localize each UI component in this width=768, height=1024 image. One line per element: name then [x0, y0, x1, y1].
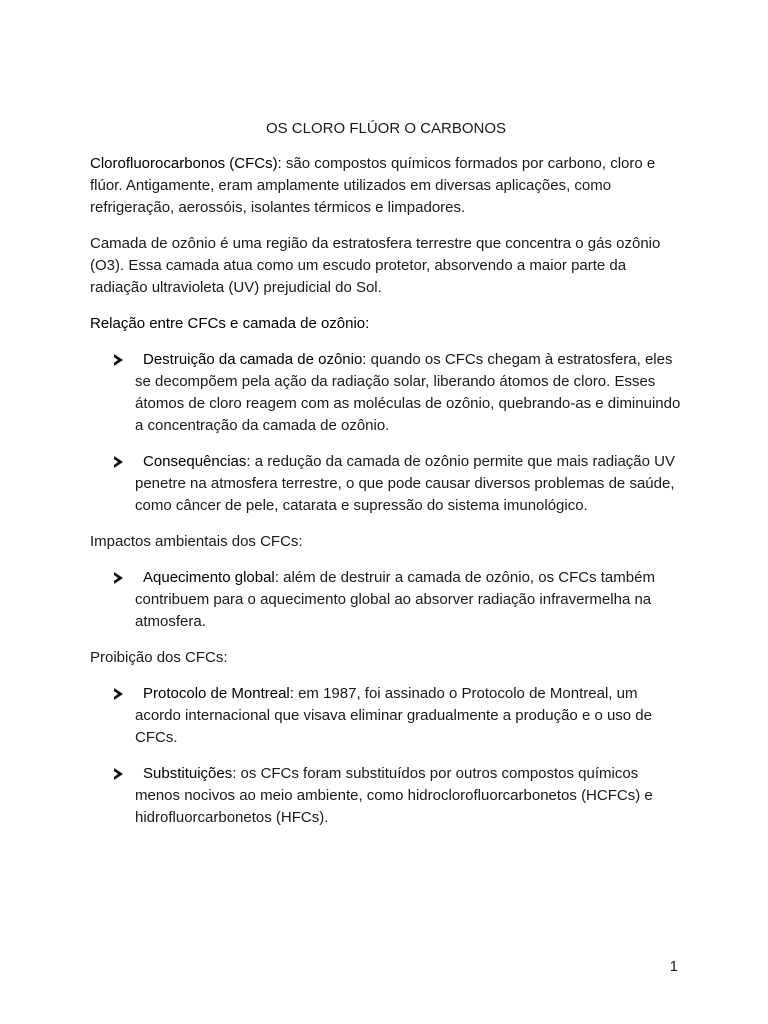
list-item-text: quando os CFCs chegam à estratosfera, eles se decompõem pela ação da radiação solar, liberando átomos de cloro. Esses átomos de cloro reagem com as moléculas de ozônio, quebrando-as e diminuindo a concentração da camada de ozônio.	[135, 351, 681, 434]
list-item-text: a redução da camada de ozônio permite que mais radiação UV penetre na atmosfera terrestre, o que pode causar diversos problemas de saúde, como câncer de pele, catarata e supressão do sistema imunológico.	[135, 453, 675, 514]
list-item	[90, 349, 682, 437]
section-heading-relacao-text: Relação entre CFCs e camada de ozônio:	[90, 315, 370, 332]
document-title: OS CLORO FLÚOR O CARBONOS	[265, 120, 507, 137]
arrow-bullet-icon	[114, 688, 123, 700]
document-page	[90, 118, 682, 843]
arrow-bullet-icon	[114, 354, 123, 366]
list-item-lead: Substituições	[143, 765, 233, 782]
cfc-definition-paragraph	[90, 153, 682, 219]
list-item	[90, 683, 682, 749]
impactos-list	[90, 567, 682, 633]
list-item-text: : além de destruir a camada de ozônio, os CFCs também contribuem para o aquecimento global ao absorver radiação infravermelha na atmosfera.	[135, 569, 655, 630]
list-item-lead: Protocolo de Montreal:	[143, 685, 294, 702]
section-heading-impactos: Impactos ambientais dos CFCs:	[90, 533, 303, 550]
list-item-lead: Consequências:	[143, 453, 251, 470]
proibicao-list	[90, 683, 682, 829]
relacao-list	[90, 349, 682, 517]
ozone-layer-paragraph: Camada de ozônio é uma região da estratosfera terrestre que concentra o gás ozônio (O3). Essa camada atua como um escudo protetor, absorvendo a maior parte da radiação ultravioleta (UV) prejudicial do Sol.	[90, 235, 661, 296]
page-number: 1	[669, 958, 678, 975]
cfc-definition-text: são compostos químicos formados por carbono, cloro e flúor. Antigamente, eram amplamente utilizados em diversas aplicações, como refrigeração, aerossóis, isolantes térmicos e limpadores.	[90, 155, 656, 216]
arrow-bullet-icon	[114, 456, 123, 468]
cfc-definition-lead: Clorofluorocarbonos (CFCs):	[90, 155, 282, 172]
list-item-text: em 1987, foi assinado o Protocolo de Montreal, um acordo internacional que visava eliminar gradualmente a produção e o uso de CFCs.	[135, 685, 652, 746]
arrow-bullet-icon	[114, 768, 123, 780]
list-item	[90, 567, 682, 633]
arrow-bullet-icon	[114, 572, 123, 584]
section-heading-relacao	[90, 313, 682, 335]
list-item-lead: Aquecimento global	[143, 569, 275, 586]
section-heading-proibicao: Proibição dos CFCs:	[90, 649, 228, 666]
list-item-text: : os CFCs foram substituídos por outros compostos químicos menos nocivos ao meio ambiente, como hidroclorofluorcarbonetos (HCFCs) e hidrofluorcarbonetos (HFCs).	[135, 765, 653, 826]
list-item	[90, 451, 682, 517]
list-item	[90, 763, 682, 829]
list-item-lead: Destruição da camada de ozônio:	[143, 351, 367, 368]
